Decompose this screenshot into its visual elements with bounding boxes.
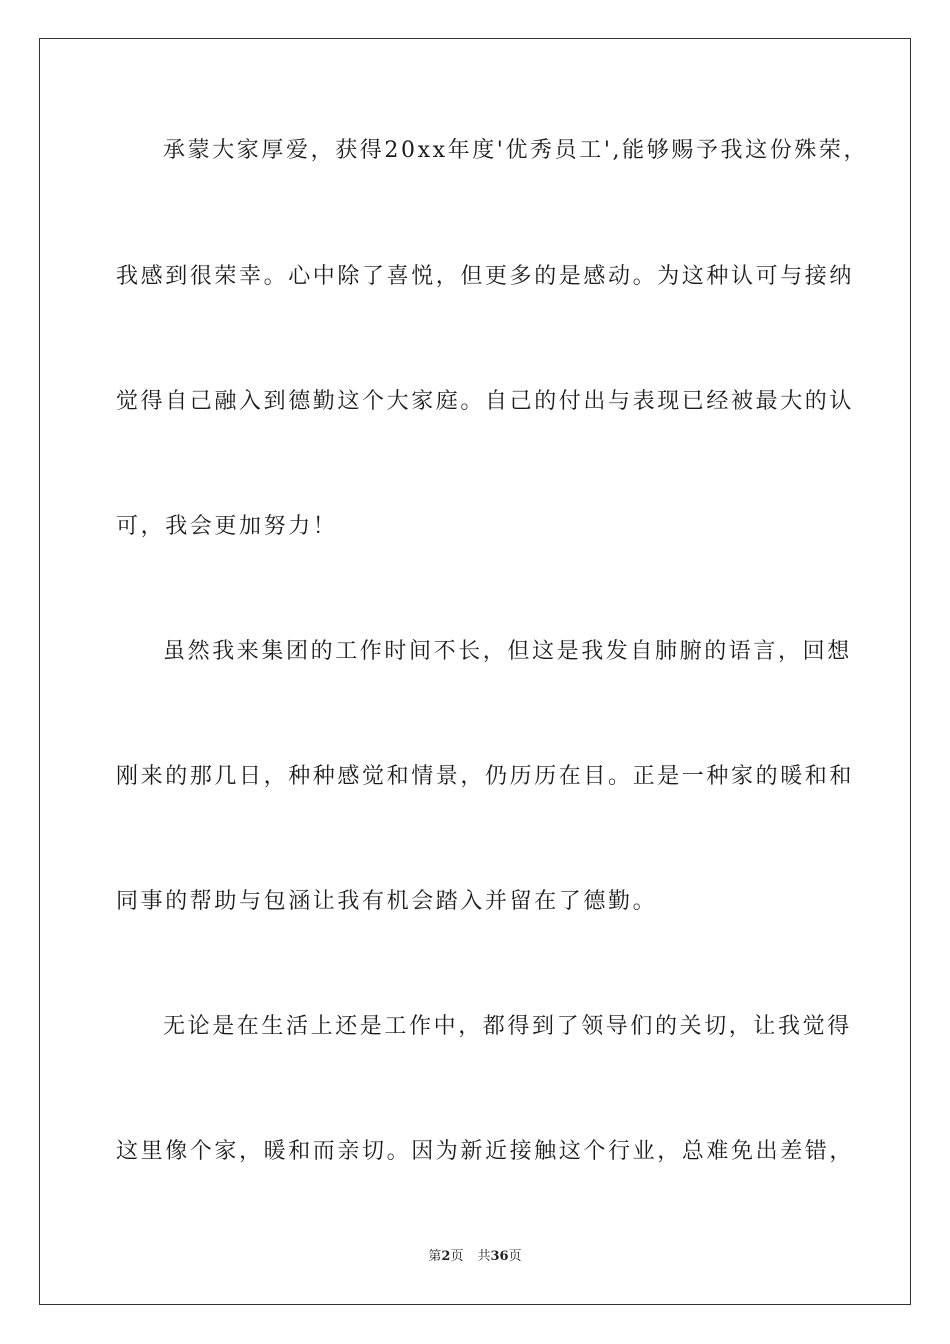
paragraph-2-line-1: 虽然我来集团的工作时间不长，但这是我发自肺腑的语言，回想 xyxy=(163,639,852,664)
page-border xyxy=(39,38,911,1305)
total-page-count: 36 xyxy=(490,1249,509,1264)
paragraph-1-line-1: 承蒙大家厚爱，获得20xx年度'优秀员工',能够赐予我这份殊荣， xyxy=(163,138,869,163)
paragraph-1-line-4: 可，我会更加努力！ xyxy=(116,514,338,539)
paragraph-3-line-2: 这里像个家，暖和而亲切。因为新近接触这个行业，总难免出差错， xyxy=(116,1139,855,1164)
paragraph-2-line-3: 同事的帮助与包涵让我有机会踏入并留在了德勤。 xyxy=(116,889,658,914)
paragraph-2-line-2: 刚来的那几日，种种感觉和情景，仍历历在目。正是一种家的暖和和 xyxy=(116,764,855,789)
paragraph-3-line-1: 无论是在生活上还是工作中，都得到了领导们的关切，让我觉得 xyxy=(163,1014,852,1039)
total-pages-label: 共36页 xyxy=(477,1249,522,1264)
page-number-label: 第2页 xyxy=(428,1249,464,1264)
page-footer xyxy=(0,1248,950,1266)
paragraph-1-line-2: 我感到很荣幸。心中除了喜悦，但更多的是感动。为这种认可与接纳 xyxy=(116,264,855,289)
paragraph-1-line-3: 觉得自己融入到德勤这个大家庭。自己的付出与表现已经被最大的认 xyxy=(116,389,855,414)
current-page-number: 2 xyxy=(441,1249,451,1264)
